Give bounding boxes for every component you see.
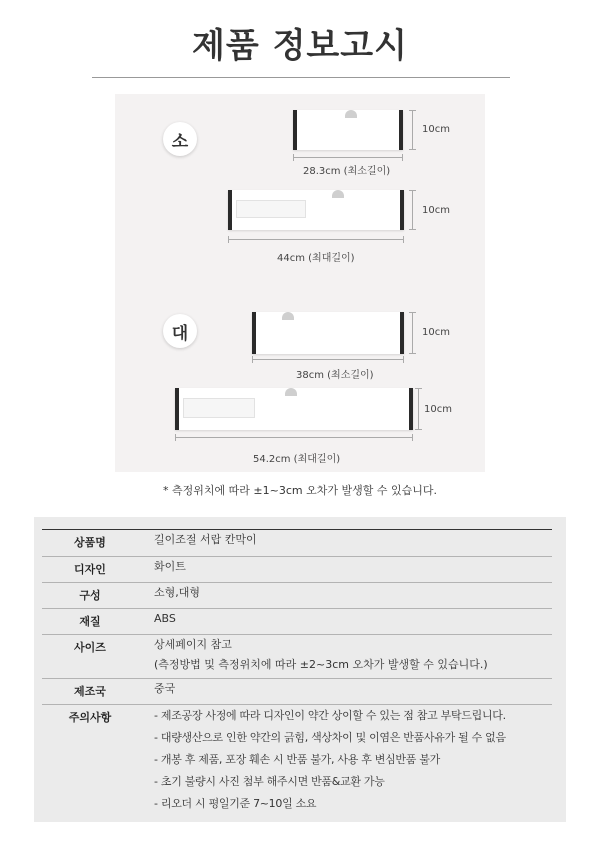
height-label-large-min: 10cm (422, 327, 450, 338)
width-dimension-line (228, 239, 404, 240)
height-label-small-min: 10cm (422, 124, 450, 135)
knob-icon (282, 312, 294, 320)
width-label-small-min: 28.3cm (최소길이) (303, 166, 391, 177)
small-size-badge: 소 (163, 122, 197, 156)
knob-icon (285, 388, 297, 396)
row-value: 화이트 (154, 560, 186, 573)
width-label-small-max: 44cm (최대길이) (277, 253, 355, 264)
width-label-large-max: 54.2cm (최대길이) (253, 454, 341, 465)
knob-icon (345, 110, 357, 118)
divider-small-min-image (293, 110, 403, 150)
width-dimension-line (252, 359, 404, 360)
table-row (42, 705, 552, 817)
row-value: 중국 (154, 682, 176, 695)
table-row (42, 609, 552, 635)
divider-large-min-image (252, 312, 404, 354)
measurement-note: * 측정위치에 따라 ±1~3cm 오차가 발생할 수 있습니다. (163, 484, 437, 497)
title-divider (92, 77, 510, 78)
row-label: 디자인 (74, 563, 106, 576)
height-label-small-max: 10cm (422, 205, 450, 216)
table-row (42, 583, 552, 609)
product-info-table (34, 517, 566, 822)
height-dimension-line (418, 388, 419, 430)
row-label: 제조국 (74, 685, 106, 698)
row-value: 상세페이지 참고 (측정방법 및 측정위치에 따라 ±2~3cm 오차가 발생할 수 있습니다.) (154, 638, 488, 671)
page-title: 제품 정보고시 (192, 26, 408, 66)
divider-small-max-image (228, 190, 404, 230)
table-row (42, 557, 552, 583)
row-label: 주의사항 (68, 711, 112, 724)
row-value: - 제조공장 사정에 따라 디자인이 약간 상이할 수 있는 점 참고 부탁드립니다. - 대량생산으로 인한 약간의 긁힘, 색상차이 및 이염은 반품사유가 될 수 없음 - 개봉 후 제품, 포장 훼손 시 반품 불가, 사용 후 변심반품 불가 - 초기 불량시 사진 첨부 해주시면 반품&교환 가능 - 리오더 시 평일기준 7~10일 소요 (154, 709, 506, 810)
row-value: ABS (154, 612, 176, 625)
table-row (42, 635, 552, 679)
row-label: 상품명 (74, 536, 106, 549)
large-size-badge: 대 (163, 314, 197, 348)
knob-icon (332, 190, 344, 198)
size-diagram (115, 94, 485, 472)
width-dimension-line (175, 437, 413, 438)
height-dimension-line (412, 110, 413, 150)
row-label: 구성 (79, 589, 101, 602)
height-dimension-line (412, 190, 413, 230)
table-row (42, 530, 552, 557)
row-label: 재질 (79, 615, 101, 628)
height-dimension-line (412, 312, 413, 354)
row-label: 사이즈 (74, 641, 106, 654)
row-value: 소형,대형 (154, 586, 201, 599)
width-label-large-min: 38cm (최소길이) (296, 370, 374, 381)
row-value: 길이조절 서랍 칸막이 (154, 533, 257, 546)
table-row (42, 679, 552, 705)
width-dimension-line (293, 157, 403, 158)
divider-large-max-image (175, 388, 413, 430)
height-label-large-max: 10cm (424, 404, 452, 415)
